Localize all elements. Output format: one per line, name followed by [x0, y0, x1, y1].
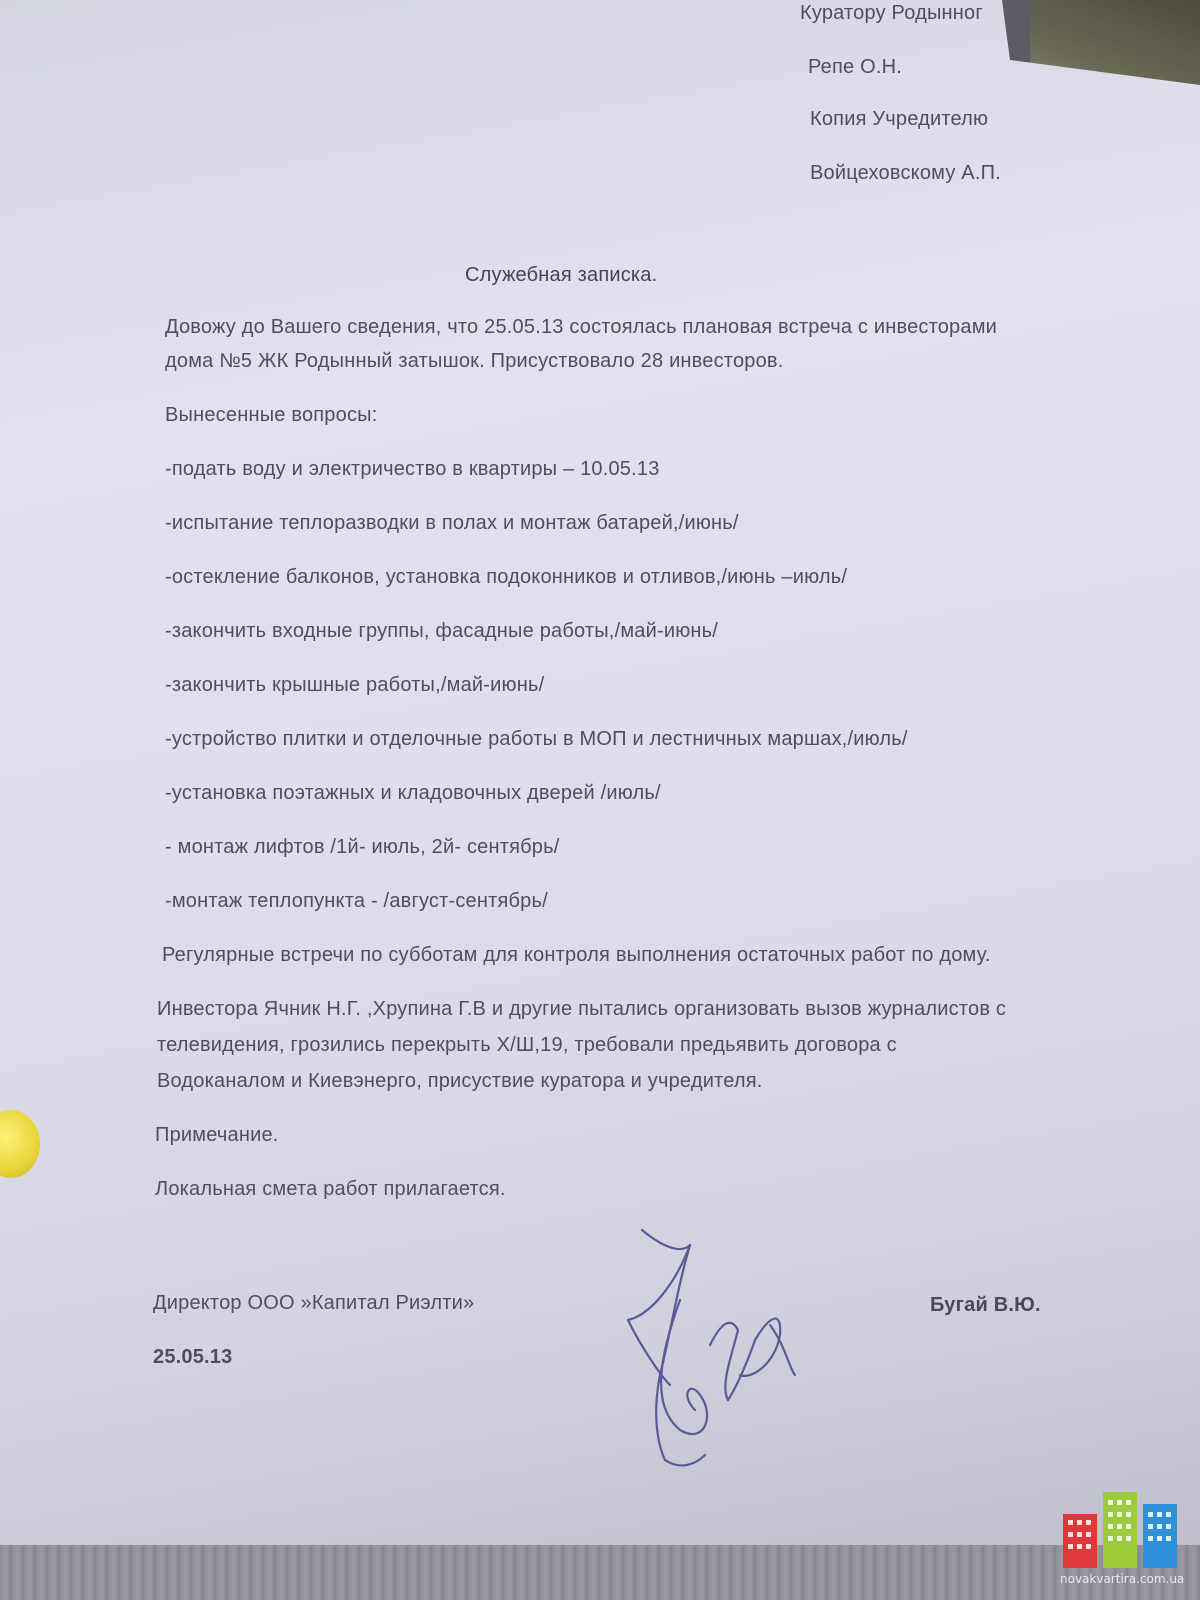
addressee-line-1: Куратору Родынног	[800, 2, 983, 24]
issue-item: -устройство плитки и отделочные работы в МОП и лестничных маршах,/июль/	[165, 728, 908, 750]
signatory-name: Бугай В.Ю.	[930, 1294, 1041, 1316]
intro-line-2: дома №5 ЖК Родынный затышок. Присуствовало 28 инвесторов.	[165, 350, 784, 372]
director-position: Директор ООО »Капитал Риэлти»	[153, 1292, 475, 1314]
issue-item: -подать воду и электричество в квартиры – 10.05.13	[165, 458, 660, 480]
regular-meetings-line: Регулярные встречи по субботам для контроля выполнения остаточных работ по дому.	[162, 944, 991, 966]
issue-item: -закончить крышные работы,/май-июнь/	[165, 674, 545, 696]
signature-date: 25.05.13	[153, 1346, 233, 1368]
issue-item: -установка поэтажных и кладовочных дверей /июль/	[165, 782, 661, 804]
note-text: Локальная смета работ прилагается.	[155, 1178, 506, 1200]
novakvartira-logo	[1063, 1492, 1177, 1568]
issue-item: -остекление балконов, установка подоконников и отливов,/июнь –июль/	[165, 566, 848, 588]
investors-line-3: Водоканалом и Киевэнерго, присуствие куратора и учредителя.	[157, 1070, 763, 1092]
investors-line-1: Инвестора Ячник Н.Г. ,Хрупина Г.В и другие пытались организовать вызов журналистов с	[157, 998, 1007, 1020]
issue-item: -монтаж теплопункта - /август-сентябрь/	[165, 890, 548, 912]
note-heading: Примечание.	[155, 1124, 279, 1146]
handwritten-signature	[620, 1225, 820, 1485]
investors-line-2: телевидения, грозились перекрыть Х/Ш,19, требовали предьявить договора с	[157, 1034, 897, 1056]
issue-item: -закончить входные группы, фасадные работы,/май-июнь/	[165, 620, 719, 642]
table-surface	[0, 1545, 1200, 1600]
memo-title: Служебная записка.	[465, 264, 658, 286]
intro-line-1: Довожу до Вашего сведения, что 25.05.13 состоялась плановая встреча с инвесторами	[165, 316, 998, 338]
addressee-line-3: Копия Учредителю	[810, 108, 989, 130]
watermark-text: novakvartira.com.ua	[1060, 1572, 1185, 1586]
issue-item: -испытание теплоразводки в полах и монтаж батарей,/июнь/	[165, 512, 739, 534]
issue-item: - монтаж лифтов /1й- июль, 2й- сентябрь/	[165, 836, 560, 858]
addressee-line-4: Войцеховскому А.П.	[810, 162, 1001, 184]
issues-heading: Вынесенные вопросы:	[165, 404, 378, 426]
addressee-line-2: Репе О.Н.	[808, 56, 903, 78]
